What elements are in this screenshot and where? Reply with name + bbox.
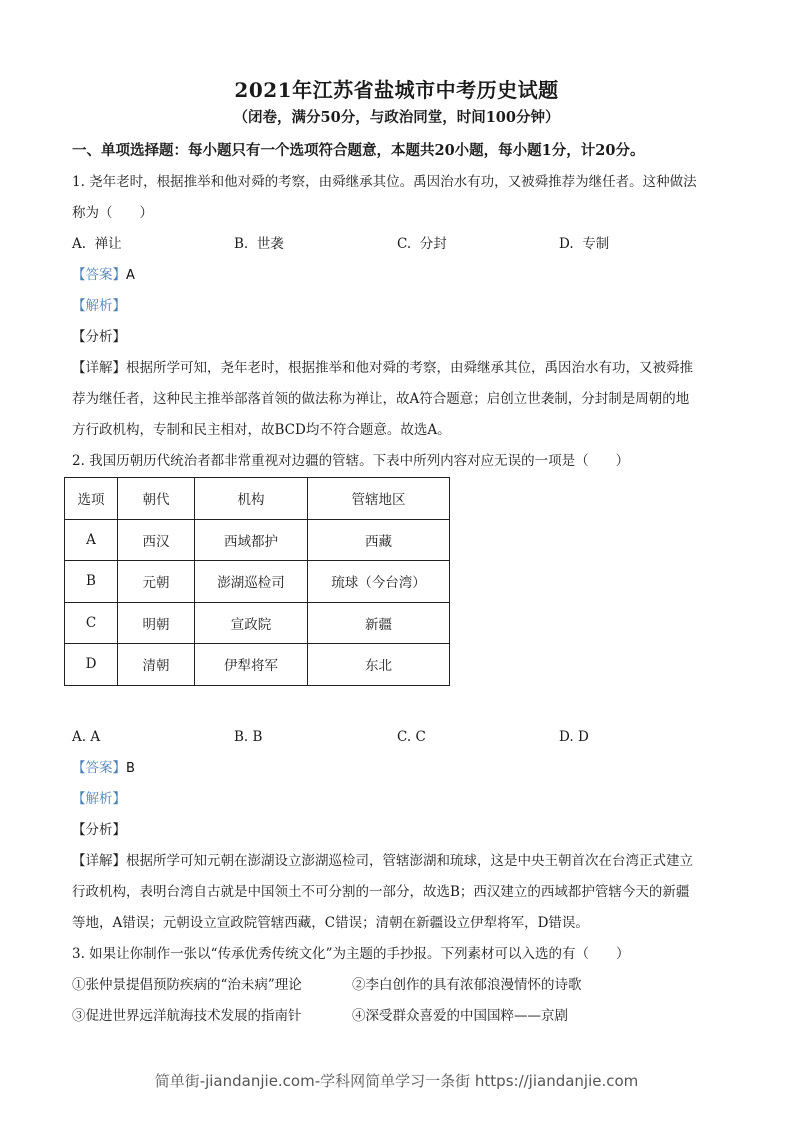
q2-option-a: A. A [72, 729, 101, 745]
q2-option-b: B. B [234, 729, 263, 745]
q1-breakdown-label: 【分析】 [72, 329, 126, 345]
q1-option-a: A. 禅让 [72, 236, 122, 252]
q1-analysis-label: 【解析】 [72, 298, 126, 314]
table-cell: 澎湖巡检司 [195, 561, 308, 603]
table-row [65, 561, 450, 603]
q2-analysis-label: 【解析】 [72, 791, 126, 807]
q1-detail-line-3: 方行政机构，专制和民主相对，故BCD均不符合题意。故选A。 [72, 422, 451, 438]
table-cell: 新疆 [308, 602, 450, 644]
q2-breakdown-label: 【分析】 [72, 822, 126, 838]
table-row [65, 519, 450, 561]
q3-item-4: ④深受群众喜爱的中国国粹——京剧 [352, 1008, 568, 1024]
exam-conditions: （闭卷，满分50分，与政治同堂，时间100分钟） [233, 109, 560, 126]
table-header: 选项 [65, 478, 118, 520]
q2-answer [72, 758, 135, 779]
table-header-row [65, 478, 450, 520]
q1-detail-line-1: 【详解】根据所学可知，尧年老时，根据推举和他对舜的考察，由舜继承其位，禹因治水有功，又被舜推 [72, 360, 693, 376]
table-cell: C [65, 602, 118, 644]
page-title: 2021年江苏省盐城市中考历史试题 [234, 78, 559, 102]
q2-detail-line-1: 【详解】根据所学可知元朝在澎湖设立澎湖巡检司，管辖澎湖和琉球，这是中央王朝首次在台湾正式建立 [72, 853, 693, 869]
answer-value: A [126, 268, 135, 283]
q3-item-1: ①张仲景提倡预防疾病的“治未病”理论 [72, 977, 302, 993]
section-heading: 一、单项选择题：每小题只有一个选项符合题意，本题共20小题，每小题1分，计20分。 [72, 142, 645, 159]
table-cell: 琉球（今台湾） [308, 561, 450, 603]
table-cell: B [65, 561, 118, 603]
answer-value: B [126, 761, 135, 776]
table-cell: D [65, 644, 118, 686]
table-cell: 西域都护 [195, 519, 308, 561]
q1-detail-line-2: 荐为继任者，这种民主推举部落首领的做法称为禅让，故A符合题意；启创立世袭制，分封制是周朝的地 [72, 391, 690, 407]
table-cell: 西汉 [118, 519, 195, 561]
q1-stem-line-1: 1. 尧年老时，根据推举和他对舜的考察，由舜继承其位。禹因治水有功，又被舜推荐为继任者。这种做法 [72, 174, 697, 190]
table-cell: 清朝 [118, 644, 195, 686]
table-row [65, 602, 450, 644]
footer-watermark: 简单街-jiandanjie.com-学科网简单学习一条街 https://jiandanjie.com [154, 1072, 639, 1090]
q3-item-3: ③促进世界远洋航海技术发展的指南针 [72, 1008, 302, 1024]
table-cell: 东北 [308, 644, 450, 686]
table-header: 朝代 [118, 478, 195, 520]
q3-stem: 3. 如果让你制作一张以“传承优秀传统文化”为主题的手抄报。下列素材可以入选的有（ ） [72, 946, 630, 962]
table-cell: A [65, 519, 118, 561]
q1-answer [72, 265, 135, 286]
table-header: 管辖地区 [308, 478, 450, 520]
table-cell: 伊犁将军 [195, 644, 308, 686]
q3-item-2: ②李白创作的具有浓郁浪漫情怀的诗歌 [352, 977, 582, 993]
table-cell: 宣政院 [195, 602, 308, 644]
q2-detail-line-2: 行政机构，表明台湾自古就是中国领土不可分割的一部分，故选B；西汉建立的西域都护管辖今天的新疆 [72, 884, 690, 900]
q1-option-c: C. 分封 [397, 236, 447, 252]
q2-detail-line-3: 等地，A错误；元朝设立宣政院管辖西藏，C错误；清朝在新疆设立伊犁将军，D错误。 [72, 915, 589, 931]
q1-option-d: D. 专制 [559, 236, 610, 252]
q2-option-d: D. D [559, 729, 589, 745]
answer-label: 【答案】 [72, 267, 126, 283]
table-row [65, 644, 450, 686]
q2-option-c: C. C [397, 729, 426, 745]
q1-option-b: B. 世袭 [234, 236, 284, 252]
q2-table [64, 477, 450, 686]
q2-stem: 2. 我国历朝历代统治者都非常重视对边疆的管辖。下表中所列内容对应无误的一项是（ ） [72, 453, 630, 469]
table-header: 机构 [195, 478, 308, 520]
answer-label: 【答案】 [72, 760, 126, 776]
table-cell: 明朝 [118, 602, 195, 644]
table-cell: 元朝 [118, 561, 195, 603]
q1-stem-line-2: 称为（ ） [72, 205, 153, 221]
table-cell: 西藏 [308, 519, 450, 561]
